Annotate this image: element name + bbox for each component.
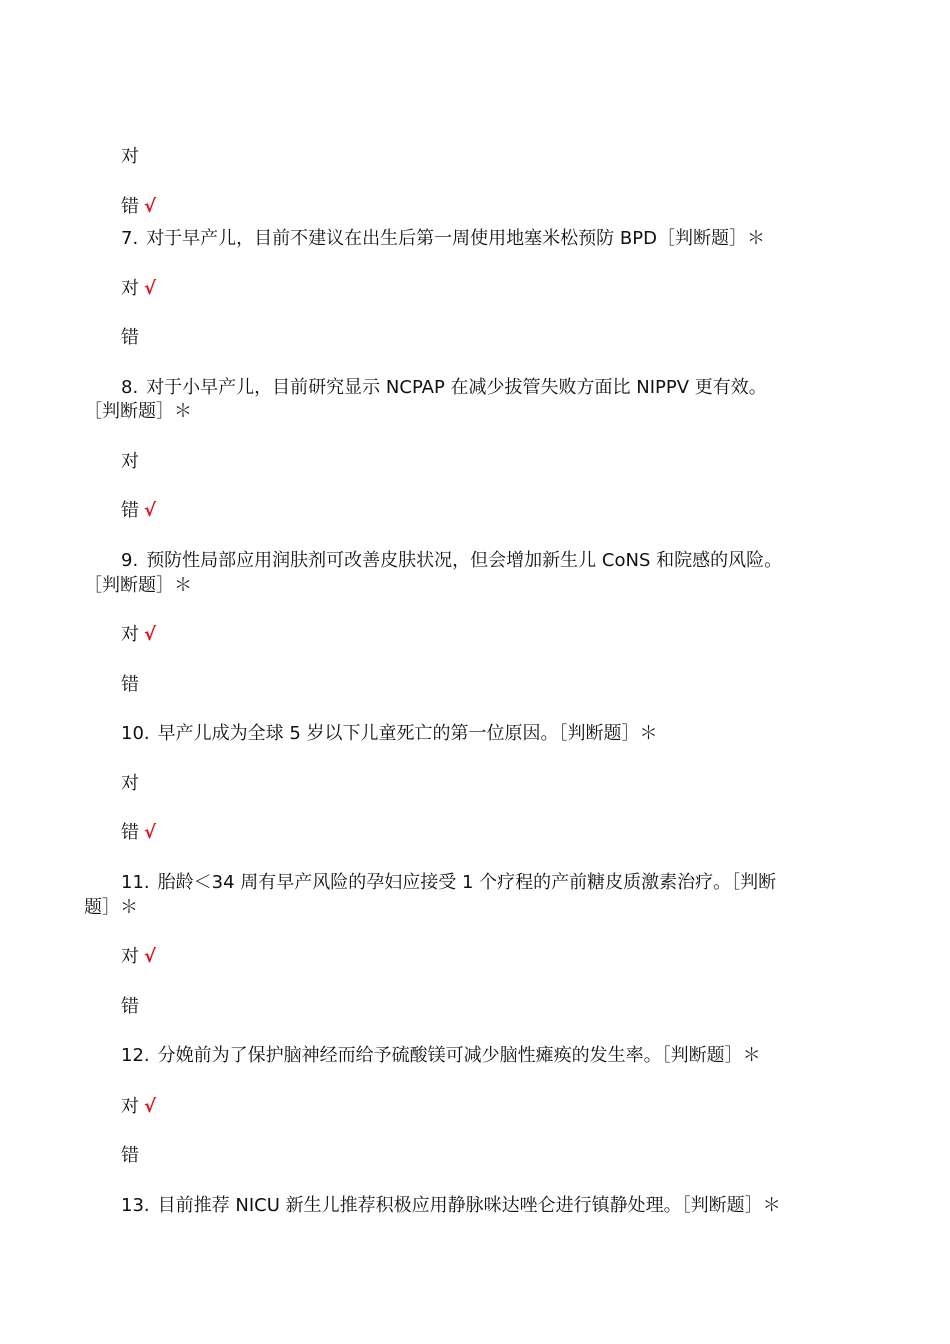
option-false[interactable]: [121, 499, 156, 523]
option-false[interactable]: [121, 821, 156, 845]
question-7: [121, 227, 765, 251]
question-number: 9.: [121, 550, 139, 571]
option-label: 对: [121, 624, 139, 645]
option-label: 错: [121, 1145, 139, 1166]
option-false[interactable]: [121, 326, 139, 350]
option-label: 对: [121, 1096, 139, 1117]
question-number: 7.: [121, 228, 139, 249]
checkmark-icon: √: [144, 1096, 157, 1117]
question-text: ［判断题］＊: [84, 401, 192, 422]
question-text: 早产儿成为全球 5 岁以下儿童死亡的第一位原因。［判断题］＊: [157, 723, 658, 744]
option-label: 错: [121, 674, 139, 695]
option-label: 对: [121, 278, 139, 299]
question-text: 预防性局部应用润肤剂可改善皮肤状况，但会增加新生儿 CoNS 和院感的风险。: [146, 550, 783, 571]
question-10: [121, 722, 658, 746]
option-label: 对: [121, 146, 139, 167]
question-number: 10.: [121, 723, 150, 744]
checkmark-icon: √: [144, 278, 157, 299]
question-number: 11.: [121, 872, 150, 893]
checkmark-icon: √: [144, 196, 157, 217]
question-number: 8.: [121, 377, 139, 398]
checkmark-icon: √: [144, 822, 157, 843]
option-true[interactable]: [121, 772, 139, 796]
checkmark-icon: √: [144, 500, 157, 521]
option-true[interactable]: [121, 277, 156, 301]
option-true[interactable]: [121, 945, 156, 969]
option-label: 对: [121, 946, 139, 967]
question-number: 12.: [121, 1045, 150, 1066]
option-label: 错: [121, 327, 139, 348]
question-text: 对于小早产儿，目前研究显示 NCPAP 在减少拔管失败方面比 NIPPV 更有效。: [146, 377, 767, 398]
question-8-continued: [84, 400, 192, 424]
option-true[interactable]: [121, 145, 139, 169]
question-text: 胎龄＜34 周有早产风险的孕妇应接受 1 个疗程的产前糖皮质激素治疗。［判断: [157, 872, 777, 893]
question-text: 分娩前为了保护脑神经而给予硫酸镁可减少脑性瘫痪的发生率。［判断题］＊: [157, 1045, 761, 1066]
option-true[interactable]: [121, 1095, 156, 1119]
question-8: [121, 376, 767, 400]
question-text: 题］＊: [84, 897, 138, 918]
checkmark-icon: √: [144, 946, 157, 967]
option-label: 错: [121, 996, 139, 1017]
question-text: ［判断题］＊: [84, 575, 192, 596]
question-12: [121, 1044, 761, 1068]
question-text: 对于早产儿，目前不建议在出生后第一周使用地塞米松预防 BPD［判断题］＊: [146, 228, 765, 249]
question-text: 目前推荐 NICU 新生儿推荐积极应用静脉咪达唑仑进行镇静处理。［判断题］＊: [157, 1195, 781, 1216]
option-label: 对: [121, 773, 139, 794]
question-11: [121, 871, 776, 895]
checkmark-icon: √: [144, 624, 157, 645]
option-label: 错: [121, 196, 139, 217]
option-false[interactable]: [121, 195, 156, 219]
question-9: [121, 549, 782, 573]
option-label: 错: [121, 822, 139, 843]
option-false[interactable]: [121, 673, 139, 697]
question-9-continued: [84, 574, 192, 598]
option-false[interactable]: [121, 1144, 139, 1168]
question-number: 13.: [121, 1195, 150, 1216]
option-true[interactable]: [121, 623, 156, 647]
option-false[interactable]: [121, 995, 139, 1019]
option-true[interactable]: [121, 450, 139, 474]
question-13: [121, 1194, 781, 1218]
option-label: 对: [121, 451, 139, 472]
option-label: 错: [121, 500, 139, 521]
question-11-continued: [84, 896, 138, 920]
